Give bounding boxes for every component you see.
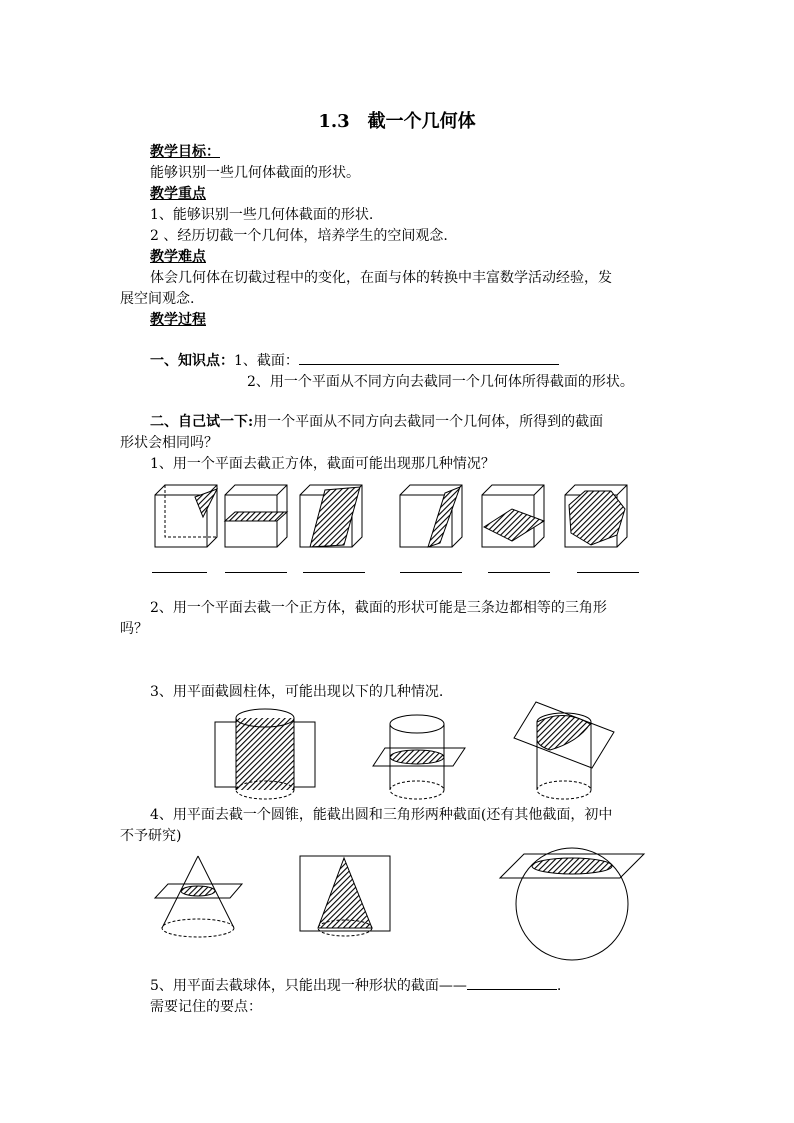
- try-text-1: 用一个平面从不同方向去截同一个几何体，所得到的截面: [253, 414, 604, 430]
- question-5-line: [150, 975, 561, 995]
- key-point-2: 2 、经历切截一个几何体，培养学生的空间观念.: [150, 228, 448, 244]
- cone-sphere-figures: [150, 848, 650, 948]
- knowledge-line: [150, 350, 559, 370]
- cube-cut-trapezoid: [482, 485, 544, 547]
- question-3: 3、用平面截圆柱体，可能出现以下的几种情况.: [150, 684, 444, 700]
- knowledge-item-1: 1、截面：: [234, 353, 299, 369]
- cylinder-cut-rectangle: [215, 709, 315, 799]
- key-heading: 教学重点: [150, 186, 206, 202]
- goal-text: 能够识别一些几何体截面的形状。: [150, 165, 360, 181]
- sphere-answer-blank[interactable]: [467, 977, 557, 990]
- sphere-cut-circle: [500, 848, 644, 960]
- question-2-line-1: 2、用一个平面去截一个正方体，截面的形状可能是三条边都相等的三角形: [150, 600, 607, 616]
- page-title: 1.3 截一个几何体: [318, 111, 476, 132]
- cube-answer-blank-4[interactable]: [400, 560, 462, 573]
- question-5-text: 5、用平面去截球体，只能出现一种形状的截面——: [150, 978, 467, 994]
- cube-answer-blank-1[interactable]: [152, 560, 207, 573]
- difficulty-text-1: 体会几何体在切截过程中的变化，在面与体的转换中丰富数学活动经验，发: [150, 270, 612, 286]
- difficulty-heading: 教学难点: [150, 249, 206, 265]
- cube-answer-blank-3[interactable]: [303, 560, 365, 573]
- cube-figures: [150, 485, 650, 547]
- cube-cut-triangle-corner: [155, 485, 217, 547]
- try-line-1: [150, 411, 603, 431]
- cylinder-cut-ellipse: [514, 702, 614, 799]
- cone-cut-triangle: [300, 856, 390, 936]
- cube-cut-rectangle: [300, 485, 362, 547]
- cube-cut-hexagon: [565, 485, 627, 547]
- cube-cut-parallelogram: [400, 485, 462, 547]
- remember-points: 需要记住的要点：: [150, 999, 262, 1015]
- question-1: 1、用一个平面去截正方体，截面可能出现那几种情况？: [150, 456, 495, 472]
- cube-cut-horizontal-square: [225, 485, 287, 547]
- cube-answer-blank-6[interactable]: [577, 560, 639, 573]
- question-4-line-1: 4、用平面去截一个圆锥，能截出圆和三角形两种截面(还有其他截面，初中: [150, 807, 613, 823]
- goal-heading: 教学目标：: [150, 144, 220, 160]
- question-5-end: .: [556, 978, 562, 994]
- cube-answer-blank-5[interactable]: [488, 560, 550, 573]
- try-label: 二、自己试一下:: [150, 414, 254, 430]
- question-4-line-2: 不予研究): [120, 828, 182, 844]
- key-point-1: 1、能够识别一些几何体截面的形状.: [150, 207, 374, 223]
- question-2-line-2: 吗？: [120, 621, 148, 637]
- cylinder-cut-circle: [373, 715, 465, 799]
- knowledge-label: 一、知识点：: [150, 353, 234, 369]
- difficulty-text-2: 展空间观念.: [120, 291, 195, 307]
- cone-cut-circle: [155, 856, 242, 937]
- knowledge-item-2: 2、用一个平面从不同方向去截同一个几何体所得截面的形状。: [247, 374, 634, 390]
- try-text-2: 形状会相同吗？: [120, 435, 218, 451]
- cube-answer-blank-2[interactable]: [225, 560, 287, 573]
- process-heading: 教学过程: [150, 312, 206, 328]
- section-blank[interactable]: [299, 352, 559, 365]
- cylinder-figures: [210, 702, 630, 804]
